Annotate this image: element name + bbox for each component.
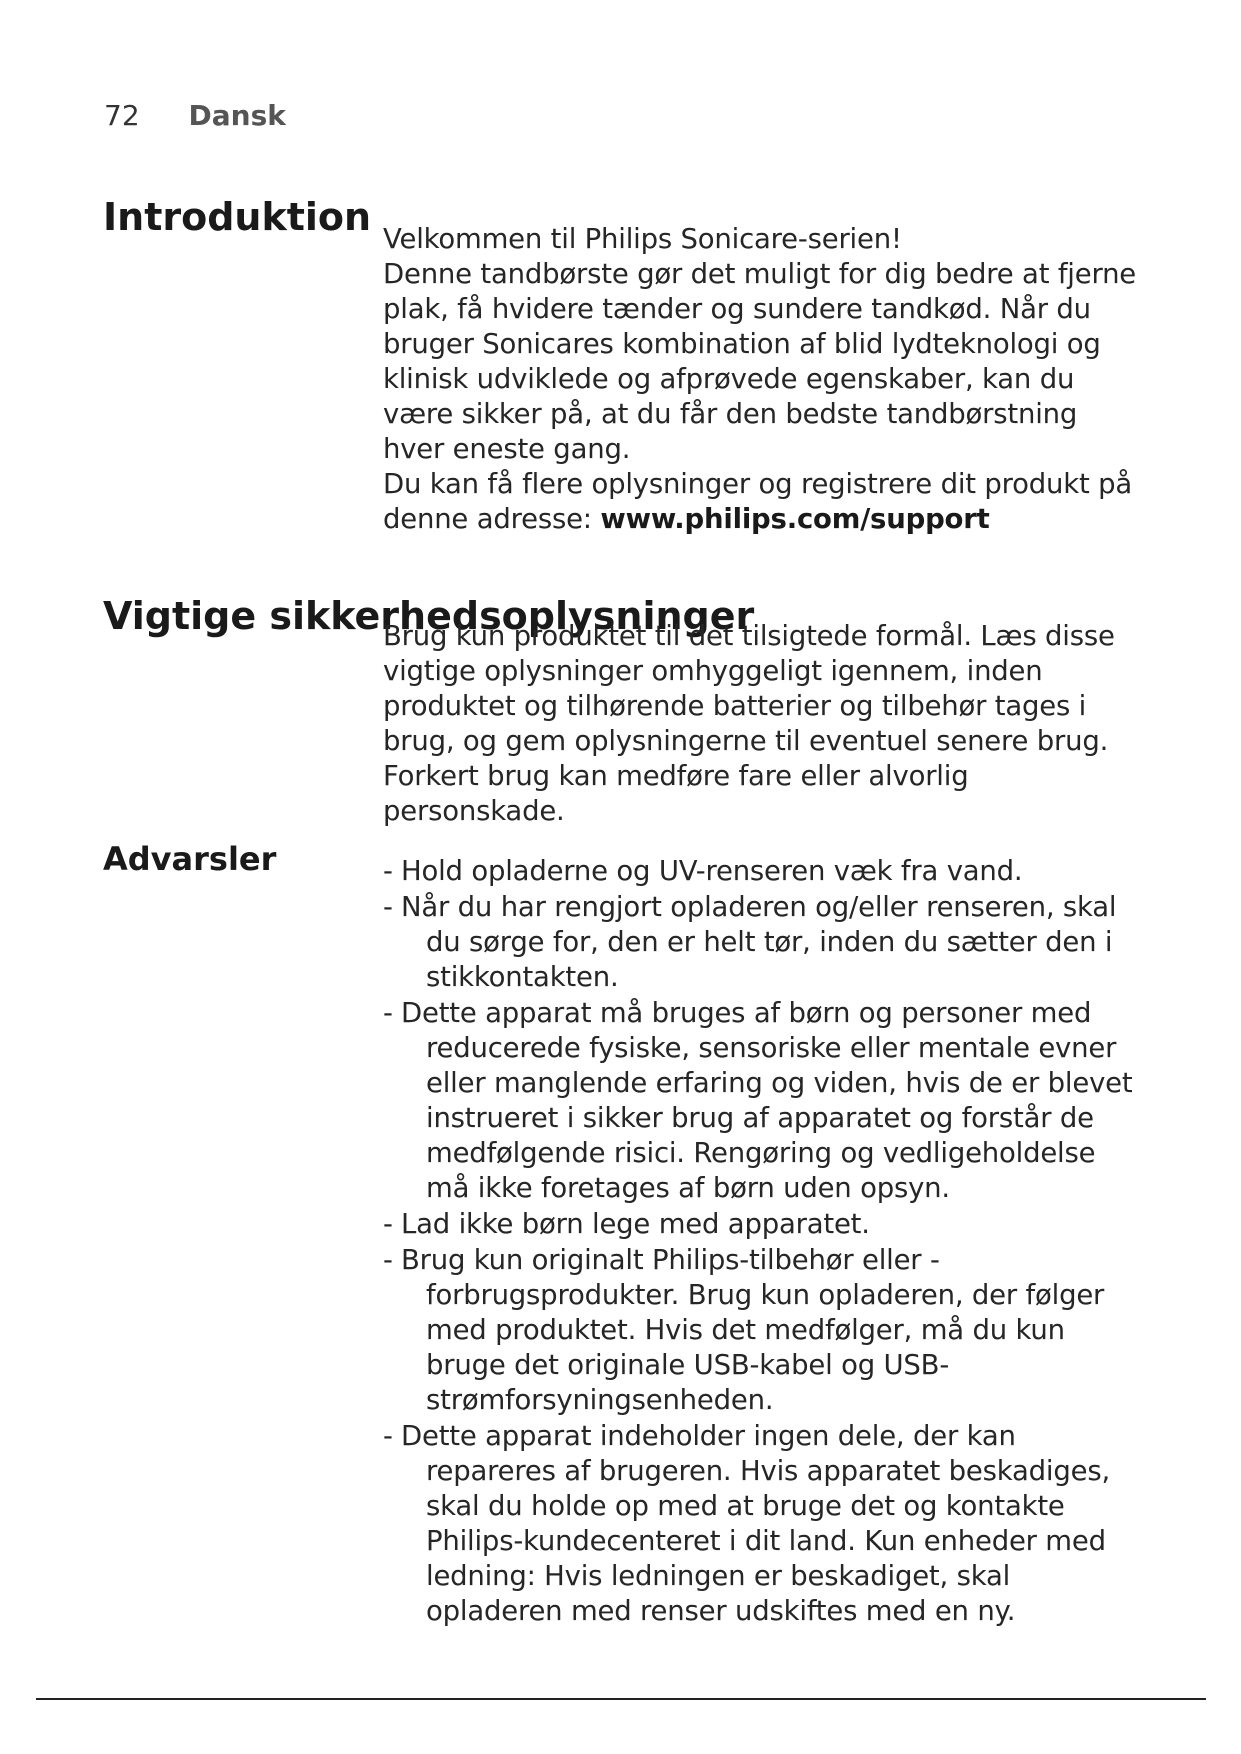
bullet-dash: - xyxy=(383,891,393,923)
footer-divider xyxy=(36,1698,1206,1700)
page-header xyxy=(104,96,286,136)
intro-welcome: Velkommen til Philips Sonicare-serien! xyxy=(383,223,902,255)
bullet-dash: - xyxy=(383,997,393,1029)
bullet-dash: - xyxy=(383,1420,393,1452)
warning-item xyxy=(383,1207,1143,1242)
safety-heading: Vigtige sikkerhedsoplysninger xyxy=(103,594,755,639)
warnings-list xyxy=(383,854,1143,1630)
warning-item xyxy=(383,1419,1143,1629)
warning-item xyxy=(383,1243,1143,1418)
safety-body xyxy=(383,619,1143,829)
support-text: Du kan få flere oplysninger og registrere dit produkt på denne adresse: xyxy=(383,468,1133,535)
warning-text: Lad ikke børn lege med apparatet. xyxy=(401,1208,870,1240)
introduction-heading: Introduktion xyxy=(103,195,372,240)
page-language: Dansk xyxy=(188,99,286,132)
support-link[interactable]: www.philips.com/support xyxy=(600,503,990,535)
warning-text: Dette apparat indeholder ingen dele, der kan repareres af brugeren. Hvis apparatet beskadiges, skal du holde op med at bruge det og kontakte Philips-kundecenteret i dit land. Kun enheder med ledning: Hvis ledningen er beskadiget, skal opladeren med renser udskiftes med en ny. xyxy=(401,1420,1111,1627)
intro-description: Denne tandbørste gør det muligt for dig bedre at fjerne plak, få hvidere tænder og sundere tandkød. Når du bruger Sonicares kombination af blid lydteknologi og klinisk udviklede og afprøvede egenskaber, kan du være sikker på, at du får den bedste tandbørstning hver eneste gang. xyxy=(383,258,1137,465)
warning-item xyxy=(383,890,1143,995)
bullet-dash: - xyxy=(383,1208,393,1240)
page-number: 72 xyxy=(104,99,140,132)
introduction-body xyxy=(383,222,1143,537)
intro-support xyxy=(383,467,1143,537)
bullet-dash: - xyxy=(383,1244,393,1276)
warning-item xyxy=(383,996,1143,1206)
warning-text: Hold opladerne og UV-renseren væk fra vand. xyxy=(401,855,1023,887)
warnings-heading: Advarsler xyxy=(103,839,277,878)
warning-text: Dette apparat må bruges af børn og personer med reducerede fysiske, sensoriske eller mentale evner eller manglende erfaring og viden, hvis de er blevet instrueret i sikker brug af apparatet og forstår de medfølgende risici. Rengøring og vedligeholdelse må ikke foretages af børn uden opsyn. xyxy=(401,997,1133,1204)
safety-text: Brug kun produktet til det tilsigtede formål. Læs disse vigtige oplysninger omhyggeligt igennem, inden produktet og tilhørende batterier og tilbehør tages i brug, og gem oplysningerne til eventuel senere brug. Forkert brug kan medføre fare eller alvorlig personskade. xyxy=(383,620,1115,827)
bullet-dash: - xyxy=(383,855,393,887)
warning-text: Når du har rengjort opladeren og/eller renseren, skal du sørge for, den er helt tør, inden du sætter den i stikkontakten. xyxy=(401,891,1117,993)
warning-text: Brug kun originalt Philips-tilbehør eller -forbrugsprodukter. Brug kun opladeren, der følger med produktet. Hvis det medfølger, må du kun bruge det originale USB-kabel og USB-strømforsyningsenheden. xyxy=(401,1244,1105,1416)
warning-item xyxy=(383,854,1143,889)
